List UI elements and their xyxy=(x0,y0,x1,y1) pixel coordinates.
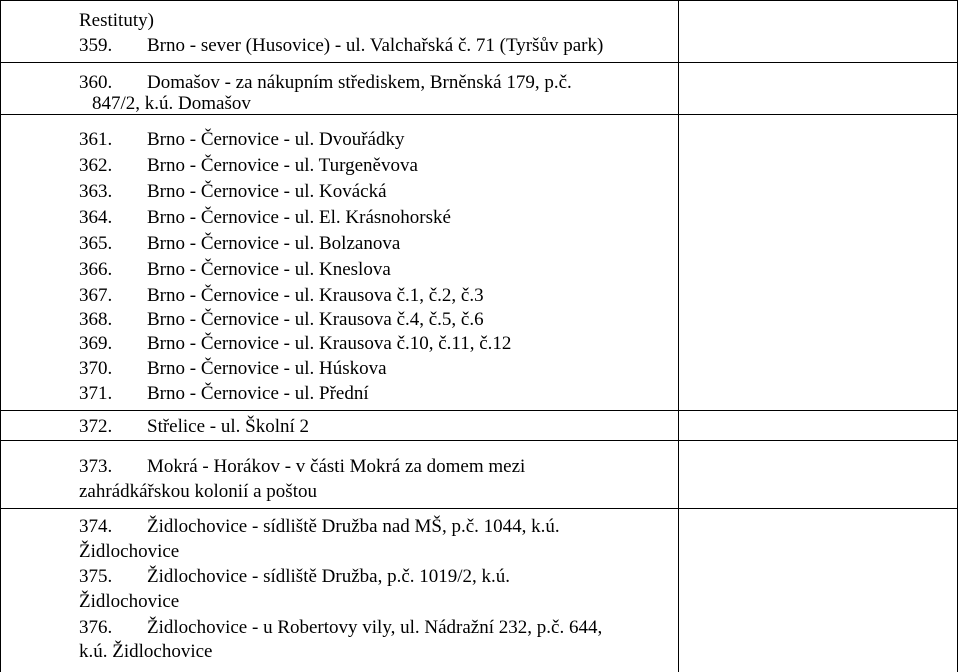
entry-text: Brno - Černovice - ul. Bolzanova xyxy=(147,233,401,254)
entry-text-continuation: 847/2, k.ú. Domašov xyxy=(92,93,251,114)
entry-number: 372. xyxy=(79,416,113,437)
entry-number: 376. xyxy=(79,617,113,638)
entry-text: Brno - Černovice - ul. Turgeněvova xyxy=(147,155,418,176)
entry-text: Židlochovice - sídliště Družba, p.č. 1019/2, k.ú. xyxy=(147,566,511,587)
entry-text: Brno - Černovice - ul. Húskova xyxy=(147,358,387,379)
entry-number: 364. xyxy=(79,207,113,228)
entry-number: 367. xyxy=(79,285,113,306)
entry-text: Restituty) xyxy=(79,10,154,31)
table-border-top xyxy=(0,0,958,1)
entry-text-continuation: Židlochovice xyxy=(79,591,180,612)
entry-text: Brno - Černovice - ul. Krausova č.10, č.11, č.12 xyxy=(147,333,512,354)
entry-text: Brno - sever (Husovice) - ul. Valchařská č. 71 (Tyršův park) xyxy=(147,35,604,56)
entry-number: 363. xyxy=(79,181,113,202)
entry-number: 371. xyxy=(79,383,113,404)
entry-text-continuation: Židlochovice xyxy=(79,541,180,562)
entry-text-continuation: zahrádkářskou kolonií a poštou xyxy=(79,481,317,502)
entry-text: Brno - Černovice - ul. Krausova č.4, č.5, č.6 xyxy=(147,309,484,330)
entry-number: 368. xyxy=(79,309,113,330)
entry-number: 374. xyxy=(79,516,113,537)
entry-text: Židlochovice - sídliště Družba nad MŠ, p.č. 1044, k.ú. xyxy=(147,516,560,537)
row-divider xyxy=(0,62,958,63)
entry-number: 361. xyxy=(79,129,113,150)
entry-number: 365. xyxy=(79,233,113,254)
entry-text: Brno - Černovice - ul. Kneslova xyxy=(147,259,391,280)
row-divider xyxy=(0,440,958,441)
table-column-divider xyxy=(678,0,679,672)
table-border-left xyxy=(0,0,1,672)
entry-text: Domašov - za nákupním střediskem, Brněnská 179, p.č. xyxy=(147,72,572,93)
entry-number: 375. xyxy=(79,566,113,587)
entry-text: Brno - Černovice - ul. Přední xyxy=(147,383,369,404)
entry-text: Brno - Černovice - ul. Dvouřádky xyxy=(147,129,405,150)
entry-number: 366. xyxy=(79,259,113,280)
entry-number: 362. xyxy=(79,155,113,176)
table-border-right xyxy=(957,0,958,672)
entry-text: Brno - Černovice - ul. El. Krásnohorské xyxy=(147,207,451,228)
entry-number: 359. xyxy=(79,35,113,56)
entry-number: 370. xyxy=(79,358,113,379)
entry-number: 360. xyxy=(79,72,113,93)
row-divider xyxy=(0,508,958,509)
entry-text: Židlochovice - u Robertovy vily, ul. Nádražní 232, p.č. 644, xyxy=(147,617,603,638)
entry-text: Brno - Černovice - ul. Krausova č.1, č.2, č.3 xyxy=(147,285,484,306)
entry-text-continuation: k.ú. Židlochovice xyxy=(79,641,213,662)
entry-number: 369. xyxy=(79,333,113,354)
row-divider xyxy=(0,410,958,411)
entry-text: Střelice - ul. Školní 2 xyxy=(147,416,310,437)
entry-text: Brno - Černovice - ul. Kovácká xyxy=(147,181,387,202)
entry-number: 373. xyxy=(79,456,113,477)
entry-text: Mokrá - Horákov - v části Mokrá za domem mezi xyxy=(147,456,526,477)
